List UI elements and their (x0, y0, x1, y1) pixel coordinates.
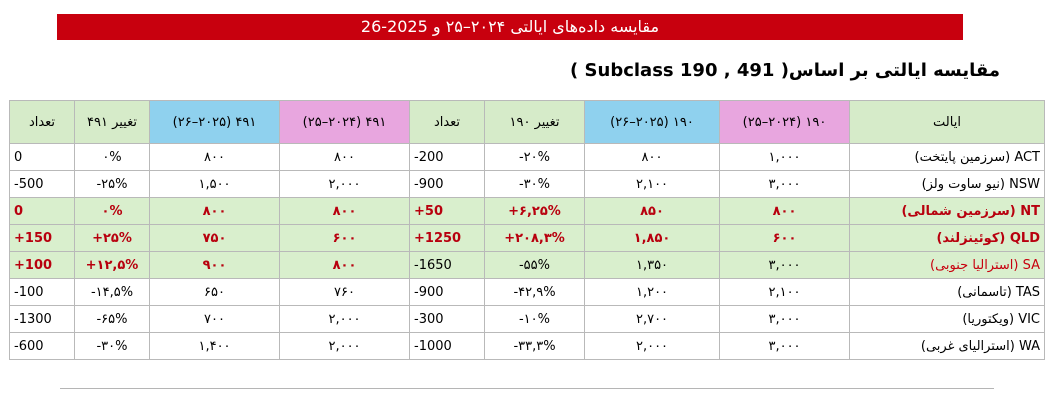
value-cell: ۷۵۰ (150, 225, 280, 252)
change-cell: -۶۵% (75, 306, 150, 333)
value-cell: ۸۰۰ (280, 252, 410, 279)
value-cell: ۸۰۰ (280, 198, 410, 225)
state-cell: TAS (تاسمانی) (850, 279, 1045, 306)
value-cell: ۸۰۰ (720, 198, 850, 225)
change-cell: ۰% (75, 198, 150, 225)
value-cell: ۶۰۰ (720, 225, 850, 252)
count-cell: +1250 (410, 225, 485, 252)
value-cell: ۳,۰۰۰ (720, 252, 850, 279)
value-cell: ۷۶۰ (280, 279, 410, 306)
state-cell: WA (استرالیای غربی) (850, 333, 1045, 360)
change-cell: -۱۰% (485, 306, 585, 333)
change-cell: -۵۵% (485, 252, 585, 279)
header-count-491: تعداد (10, 101, 75, 144)
value-cell: ۱,۸۵۰ (585, 225, 720, 252)
count-cell: +100 (10, 252, 75, 279)
table-row (10, 306, 1045, 333)
state-cell: QLD (کوئینزلند) (850, 225, 1045, 252)
value-cell: ۱,۴۰۰ (150, 333, 280, 360)
table-row (10, 279, 1045, 306)
value-cell: ۱,۲۰۰ (585, 279, 720, 306)
value-cell: ۲,۱۰۰ (720, 279, 850, 306)
count-cell: 0 (10, 198, 75, 225)
value-cell: ۳,۰۰۰ (720, 333, 850, 360)
value-cell: ۸۰۰ (150, 198, 280, 225)
value-cell: ۲,۰۰۰ (585, 333, 720, 360)
change-cell: -۳۳,۳% (485, 333, 585, 360)
state-cell: VIC (ویکتوریا) (850, 306, 1045, 333)
count-cell: -1650 (410, 252, 485, 279)
value-cell: ۸۰۰ (585, 144, 720, 171)
count-cell: -600 (10, 333, 75, 360)
change-cell: -۴۲,۹% (485, 279, 585, 306)
change-cell: -۳۰% (75, 333, 150, 360)
table-row (10, 171, 1045, 198)
count-cell: -100 (10, 279, 75, 306)
value-cell: ۲,۰۰۰ (280, 333, 410, 360)
count-cell: -1300 (10, 306, 75, 333)
change-cell: +۲۰۸,۳% (485, 225, 585, 252)
header-491-2425: ۴۹۱ (۲۰۲۴–۲۵) (280, 101, 410, 144)
header-change-491: تغییر ۴۹۱ (75, 101, 150, 144)
value-cell: ۸۰۰ (280, 144, 410, 171)
value-cell: ۹۰۰ (150, 252, 280, 279)
count-cell: -200 (410, 144, 485, 171)
table-row-highlighted (10, 225, 1045, 252)
header-190-2526: ۱۹۰ (۲۰۲۵–۲۶) (585, 101, 720, 144)
value-cell: ۶۰۰ (280, 225, 410, 252)
state-cell: ACT (سرزمین پایتخت) (850, 144, 1045, 171)
value-cell: ۶۵۰ (150, 279, 280, 306)
change-cell: -۱۴,۵% (75, 279, 150, 306)
change-cell: -۲۰% (485, 144, 585, 171)
count-cell: 0 (10, 144, 75, 171)
value-cell: ۸۵۰ (585, 198, 720, 225)
header-491-2526: ۴۹۱ (۲۰۲۵–۲۶) (150, 101, 280, 144)
change-cell: +۱۲,۵% (75, 252, 150, 279)
header-change-190: تغییر ۱۹۰ (485, 101, 585, 144)
header-row (10, 101, 1045, 144)
state-cell: SA (استرالیا جنوبی) (850, 252, 1045, 279)
change-cell: -۳۰% (485, 171, 585, 198)
count-cell: -900 (410, 171, 485, 198)
change-cell: ۰% (75, 144, 150, 171)
count-cell: -900 (410, 279, 485, 306)
count-cell: -300 (410, 306, 485, 333)
table-row-highlighted (10, 198, 1045, 225)
count-cell: +150 (10, 225, 75, 252)
state-cell: NT (سرزمین شمالی) (850, 198, 1045, 225)
change-cell: -۲۵% (75, 171, 150, 198)
change-cell: +۶,۲۵% (485, 198, 585, 225)
table-row (10, 144, 1045, 171)
value-cell: ۱,۰۰۰ (720, 144, 850, 171)
value-cell: ۲,۰۰۰ (280, 306, 410, 333)
count-cell: -500 (10, 171, 75, 198)
value-cell: ۱,۵۰۰ (150, 171, 280, 198)
value-cell: ۱,۳۵۰ (585, 252, 720, 279)
state-cell: NSW (نیو ساوت ولز) (850, 171, 1045, 198)
comparison-table (9, 100, 1045, 360)
value-cell: ۲,۱۰۰ (585, 171, 720, 198)
value-cell: ۲,۰۰۰ (280, 171, 410, 198)
value-cell: ۳,۰۰۰ (720, 306, 850, 333)
bottom-divider (60, 388, 994, 389)
table-row (10, 333, 1045, 360)
value-cell: ۸۰۰ (150, 144, 280, 171)
count-cell: -1000 (410, 333, 485, 360)
header-190-2425: ۱۹۰ (۲۰۲۴–۲۵) (720, 101, 850, 144)
value-cell: ۷۰۰ (150, 306, 280, 333)
change-cell: +۲۵% (75, 225, 150, 252)
header-state: ایالت (850, 101, 1045, 144)
title-bar: مقایسه داده‌های ایالتی ۲۰۲۴–۲۵ و 2025-26 (57, 14, 963, 40)
header-count-190: تعداد (410, 101, 485, 144)
subtitle: مقایسه ایالتی بر اساس( Subclass 190 , 491 ) (570, 60, 1000, 81)
table-row-highlighted (10, 252, 1045, 279)
value-cell: ۲,۷۰۰ (585, 306, 720, 333)
count-cell: +50 (410, 198, 485, 225)
value-cell: ۳,۰۰۰ (720, 171, 850, 198)
